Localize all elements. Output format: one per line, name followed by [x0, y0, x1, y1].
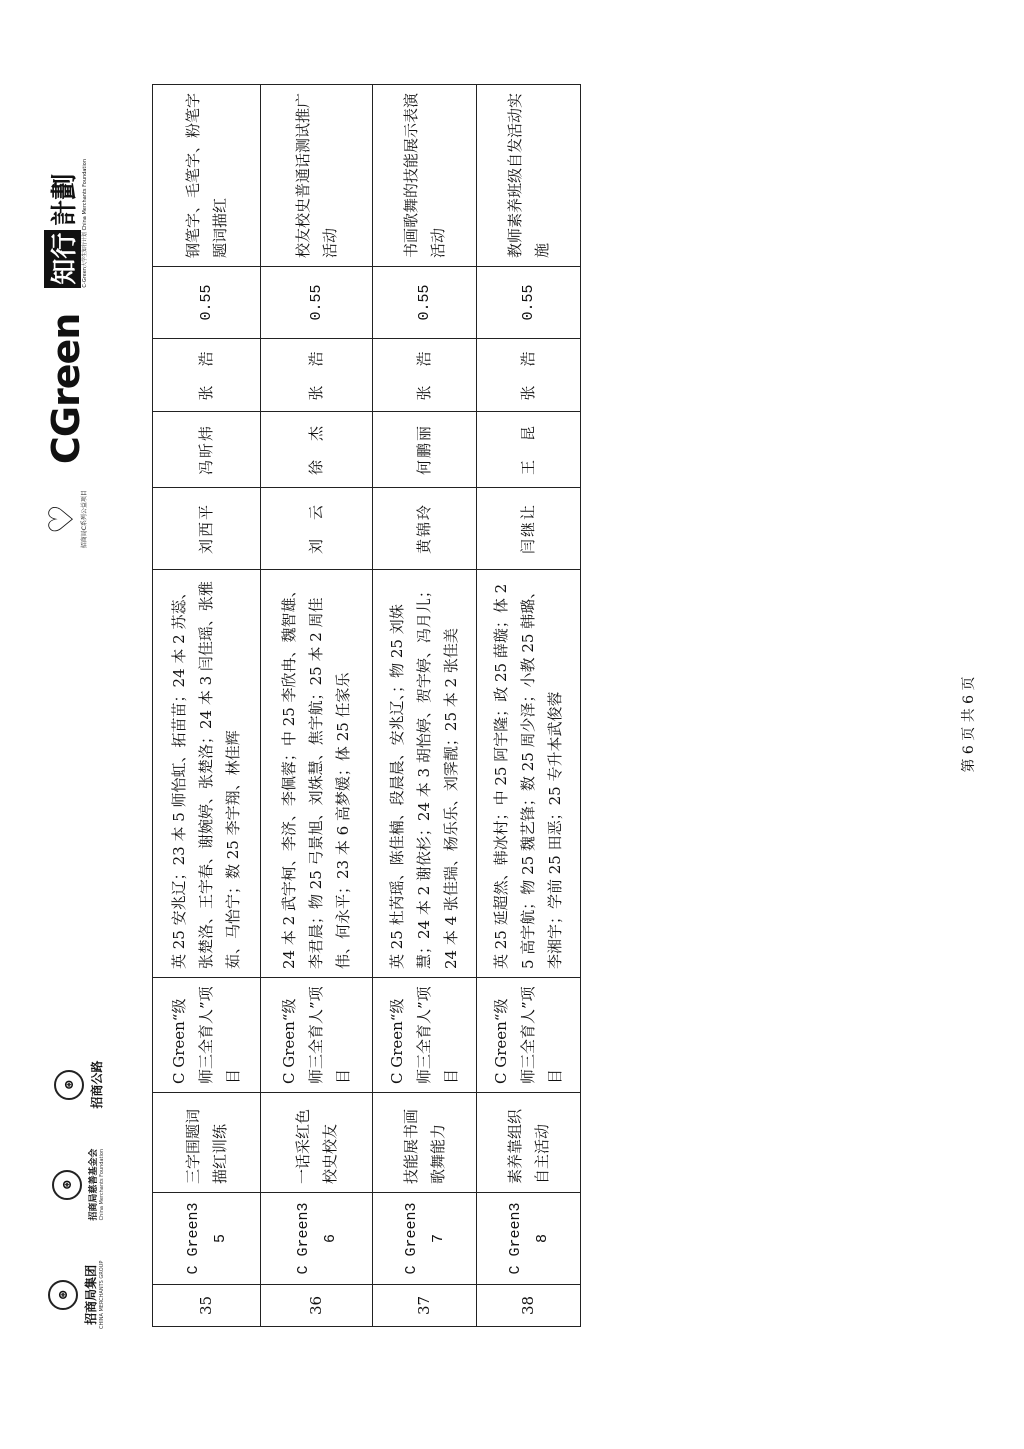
teacher-name: 张 浩 [153, 339, 261, 412]
cm-emblem-icon: ⊛ [48, 1280, 78, 1310]
project-code: C Green38 [477, 1193, 581, 1285]
project-code: C Green37 [373, 1193, 477, 1285]
row-number: 35 [153, 1285, 261, 1327]
heart-logo [41, 490, 88, 549]
sponsor-logos [48, 1061, 105, 1329]
cm-emblem-icon: ⊛ [52, 1170, 82, 1200]
project-table [152, 84, 581, 1327]
participant-list: 24 本 2 武宇柯、李济、李佩蓉；中 25 李欣冉、魏智雄、李君晨；物 25 弓景旭、刘姝慧、焦宇航；25 本 2 周佳伟、何永平；23 本 6 高梦媛；体 25 任家乐 [261, 570, 373, 978]
table-row [153, 85, 261, 1327]
amount: 0.55 [373, 267, 477, 339]
project-name: 三字围题词描红训练 [153, 1093, 261, 1193]
participant-list: 英 25 延超然、韩冰村；中 25 阿宇隆；政 25 薛璇；体 25 高宇航；物 25 魏艺锋；数 25 周少泽；小教 25 韩璐、李湘宇；学前 25 田恶；25 专升本武俊蓉 [477, 570, 581, 978]
teacher-name: 张 浩 [477, 339, 581, 412]
logo2-text: 招商局慈善基金会 [89, 1148, 99, 1221]
project-description: 教师素养班级自发活动实施 [477, 85, 581, 267]
row-number: 37 [373, 1285, 477, 1327]
heart-icon: ♡ [41, 503, 82, 535]
member-name: 冯昕炜 [153, 412, 261, 488]
member-name: 王 昆 [477, 412, 581, 488]
leader-name: 刘 云 [261, 488, 373, 570]
participant-list: 英 25 杜芮瑶、陈佳楠、段晨晨、安兆辽、；物 25 刘姝慧；24 本 2 谢依杉；24 本 3 胡怡婷、贺宇婷、冯月儿；24 本 4 张佳瑞、杨乐乐、刘霁靓；25 本 2 张佳美 [373, 570, 477, 978]
zx-text1: 知行 [44, 230, 81, 288]
row-number: 36 [261, 1285, 373, 1327]
cgreen-logo: CGreen [44, 313, 88, 465]
logo3-text: 招商公路 [90, 1060, 104, 1109]
header-logos [38, 119, 108, 1369]
member-name: 何鹏丽 [373, 412, 477, 488]
leader-name: 刘西平 [153, 488, 261, 570]
project-type: C Green“级师三全育人”项目 [373, 978, 477, 1093]
table-row [373, 85, 477, 1327]
amount: 0.55 [153, 267, 261, 339]
amount: 0.55 [477, 267, 581, 339]
program-logos [41, 159, 88, 549]
project-name: 一话采红色校史校友 [261, 1093, 373, 1193]
teacher-name: 张 浩 [373, 339, 477, 412]
logo1-sub: CHINA MERCHANTS GROUP [99, 1260, 105, 1329]
page-number: 第 6 页 共 6 页 [961, 676, 977, 773]
cm-foundation-logo [52, 1149, 105, 1221]
member-name: 徐 杰 [261, 412, 373, 488]
teacher-name: 张 浩 [261, 339, 373, 412]
project-description: 书画歌舞的技能展示表演活动 [373, 85, 477, 267]
heart-sub: 招商局C系列公益项目 [80, 490, 88, 549]
table-row [261, 85, 373, 1327]
project-name: 技能展书画歌舞能力 [373, 1093, 477, 1193]
zx-sub: C-Green大学生知行计划 China Merchants Foundation [82, 159, 88, 288]
project-name: 素养靠组织自主活动 [477, 1093, 581, 1193]
row-number: 38 [477, 1285, 581, 1327]
logo2-sub: China Merchants Foundation [99, 1148, 105, 1221]
project-code: C Green35 [153, 1193, 261, 1285]
cm-expressway-logo [54, 1061, 105, 1109]
zhixing-logo [44, 159, 88, 288]
project-type: C Green“级师三全育人”项目 [261, 978, 373, 1093]
cm-emblem-icon: ⊛ [54, 1070, 84, 1100]
logo1-text: 招商局集团 [84, 1264, 98, 1325]
china-merchants-group-logo [48, 1261, 105, 1329]
project-code: C Green36 [261, 1193, 373, 1285]
project-description: 校友校史普通话测试推广活动 [261, 85, 373, 267]
leader-name: 闫继让 [477, 488, 581, 570]
table-row [477, 85, 581, 1327]
project-description: 钢笔字、毛笔字、粉笔字题词描红 [153, 85, 261, 267]
project-type: C Green“级师三全育人”项目 [153, 978, 261, 1093]
amount: 0.55 [261, 267, 373, 339]
zx-text2: 計劃 [50, 173, 80, 226]
leader-name: 黄锦玲 [373, 488, 477, 570]
participant-list: 英 25 安兆辽；23 本 5 师怡虹、拓苗苗；24 本 2 苏蕊、张楚洛、王宇春、谢婉婷、张楚洛；24 本 3 闫佳瑶、张雅茹、马怡宁；数 25 李宇翔、林佳辉 [153, 570, 261, 978]
project-type: C Green“级师三全育人”项目 [477, 978, 581, 1093]
